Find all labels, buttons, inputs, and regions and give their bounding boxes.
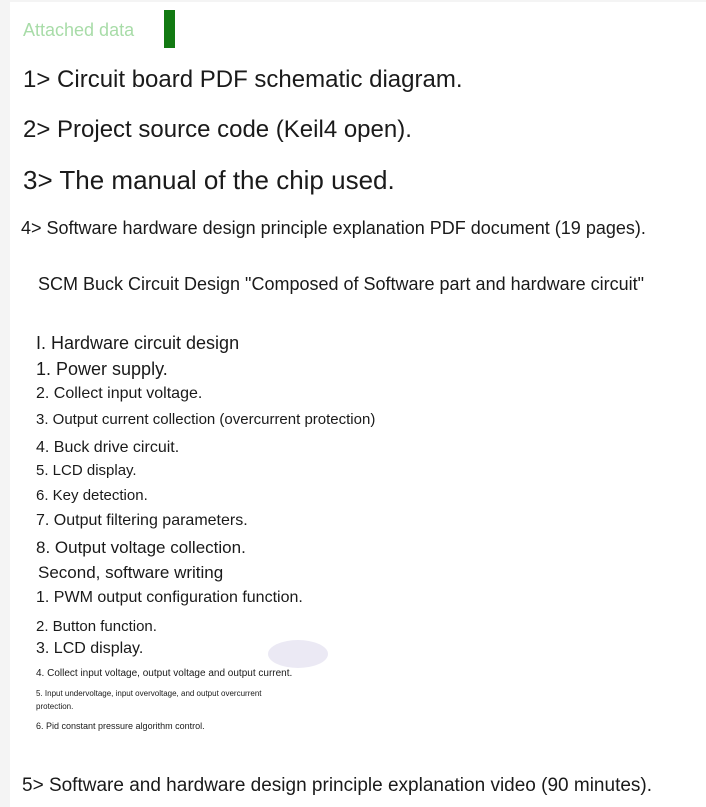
green-marker-bar bbox=[164, 10, 175, 48]
item-explanation-video: 5> Software and hardware design principle explanation video (90 minutes). bbox=[22, 775, 653, 796]
software-heading: Second, software writing bbox=[38, 563, 224, 582]
hardware-item: 8. Output voltage collection. bbox=[36, 538, 246, 557]
document-title: SCM Buck Circuit Design "Composed of Software part and hardware circuit" bbox=[38, 274, 645, 294]
hardware-item: 1. Power supply. bbox=[36, 359, 168, 379]
hardware-item: 6. Key detection. bbox=[36, 487, 148, 504]
item-chip-manual: 3> The manual of the chip used. bbox=[23, 165, 395, 195]
hardware-item: 7. Output filtering parameters. bbox=[36, 512, 248, 529]
software-item: 4. Collect input voltage, output voltage and output current. bbox=[36, 668, 293, 679]
software-item: 6. Pid constant pressure algorithm control. bbox=[36, 721, 205, 731]
software-item: 3. LCD display. bbox=[36, 640, 144, 657]
software-item: 1. PWM output configuration function. bbox=[36, 589, 303, 606]
hardware-item: 4. Buck drive circuit. bbox=[36, 439, 180, 456]
item-source-code: 2> Project source code (Keil4 open). bbox=[23, 116, 412, 143]
software-item: 2. Button function. bbox=[36, 618, 157, 635]
hardware-heading: I. Hardware circuit design bbox=[36, 333, 240, 353]
faint-watermark-shape bbox=[268, 640, 328, 668]
software-item-continued: protection. bbox=[36, 702, 74, 711]
hardware-item: 2. Collect input voltage. bbox=[36, 385, 203, 402]
attached-data-tag: Attached data bbox=[23, 20, 135, 40]
software-item: 5. Input undervoltage, input overvoltage, and output overcurrent bbox=[36, 689, 262, 698]
hardware-item: 3. Output current collection (overcurrent protection) bbox=[36, 411, 376, 428]
hardware-item: 5. LCD display. bbox=[36, 462, 137, 479]
item-explanation-pdf: 4> Software hardware design principle explanation PDF document (19 pages). bbox=[21, 218, 646, 238]
item-schematic: 1> Circuit board PDF schematic diagram. bbox=[23, 66, 463, 93]
